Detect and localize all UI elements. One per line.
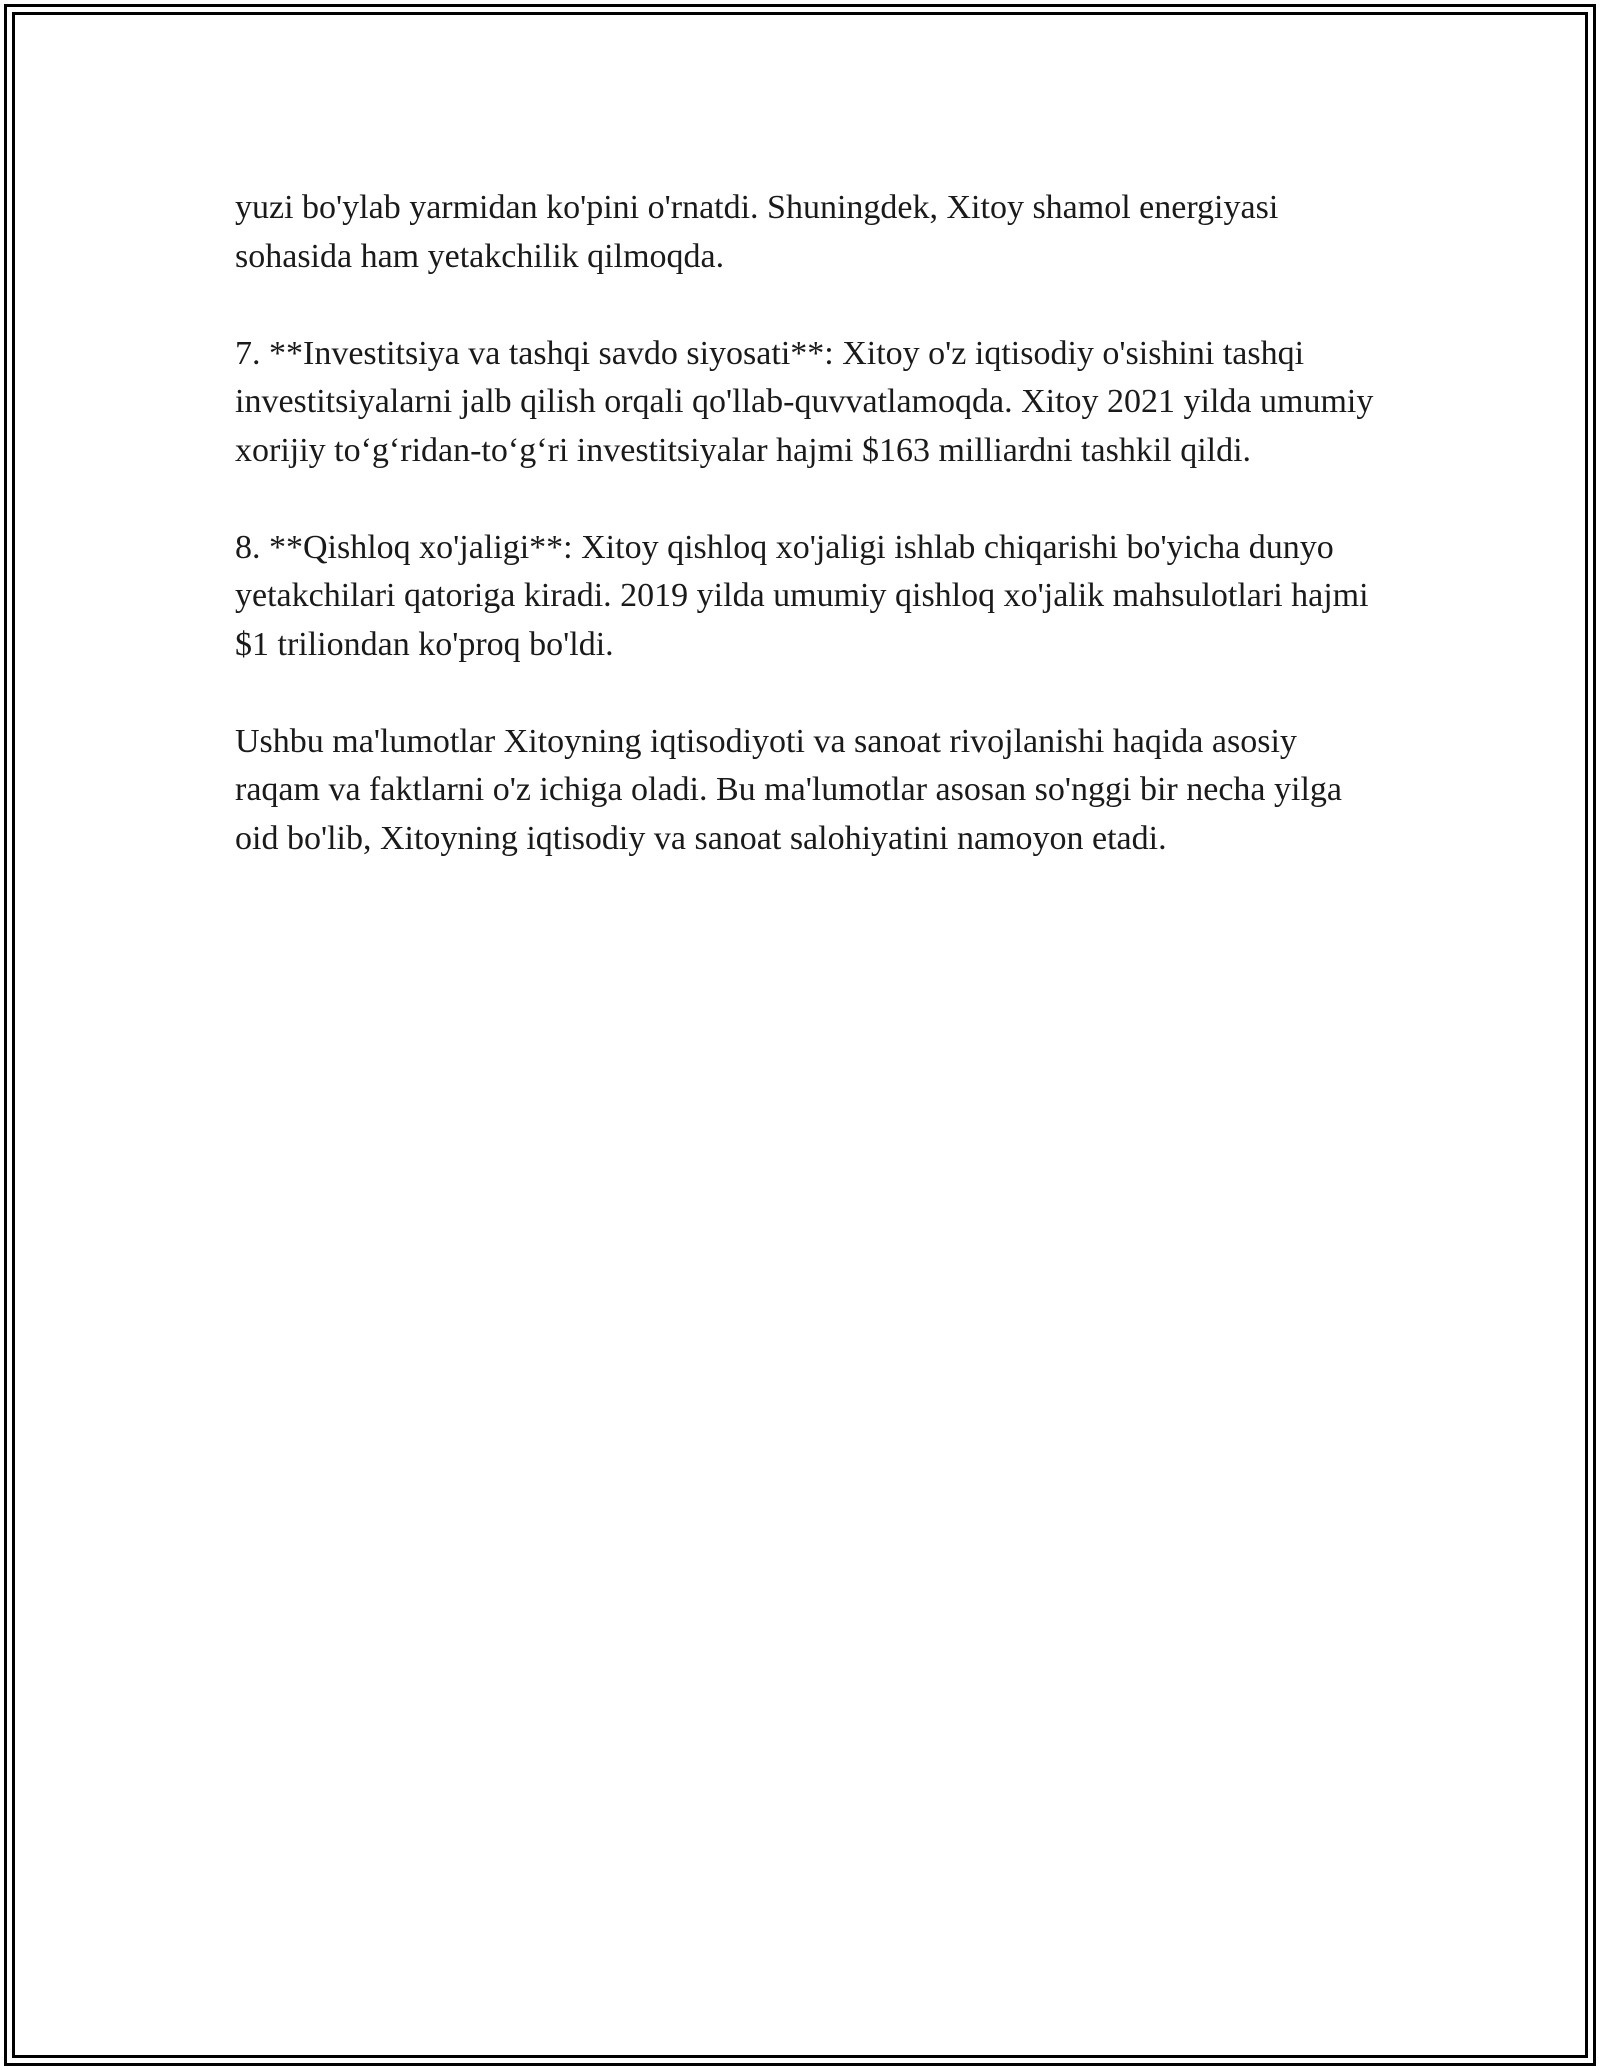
paragraph-investment-trade: 7. **Investitsiya va tashqi savdo siyosati**: Xitoy o'z iqtisodiy o'sishini tashqi investitsiyalarni jalb qilish orqali qo'llab-quvvatlamoqda. Xitoy 2021 yilda umumiy xorijiy to‘g‘ridan-to‘g‘ri investitsiyalar hajmi $163 milliardni tashkil qildi. <box>235 334 1382 469</box>
paragraph-continuation: yuzi bo'ylab yarmidan ko'pini o'rnatdi. Shuningdek, Xitoy shamol energiyasi sohasida ham yetakchilik qilmoqda. <box>235 189 1287 275</box>
document-body <box>235 184 1382 912</box>
paragraph-summary: Ushbu ma'lumotlar Xitoyning iqtisodiyoti va sanoat rivojlanishi haqida asosiy raqam va faktlarni o'z ichiga oladi. Bu ma'lumotlar asosan so'nggi bir necha yilga oid bo'lib, Xitoyning iqtisodiy va sanoat salohiyatini namoyon etadi. <box>235 722 1351 857</box>
paragraph-agriculture: 8. **Qishloq xo'jaligi**: Xitoy qishloq xo'jaligi ishlab chiqarishi bo'yicha dunyo yetakchilari qatoriga kiradi. 2019 yilda umumiy qishloq xo'jalik mahsulotlari hajmi $1 triliondan ko'proq bo'ldi. <box>235 528 1378 663</box>
